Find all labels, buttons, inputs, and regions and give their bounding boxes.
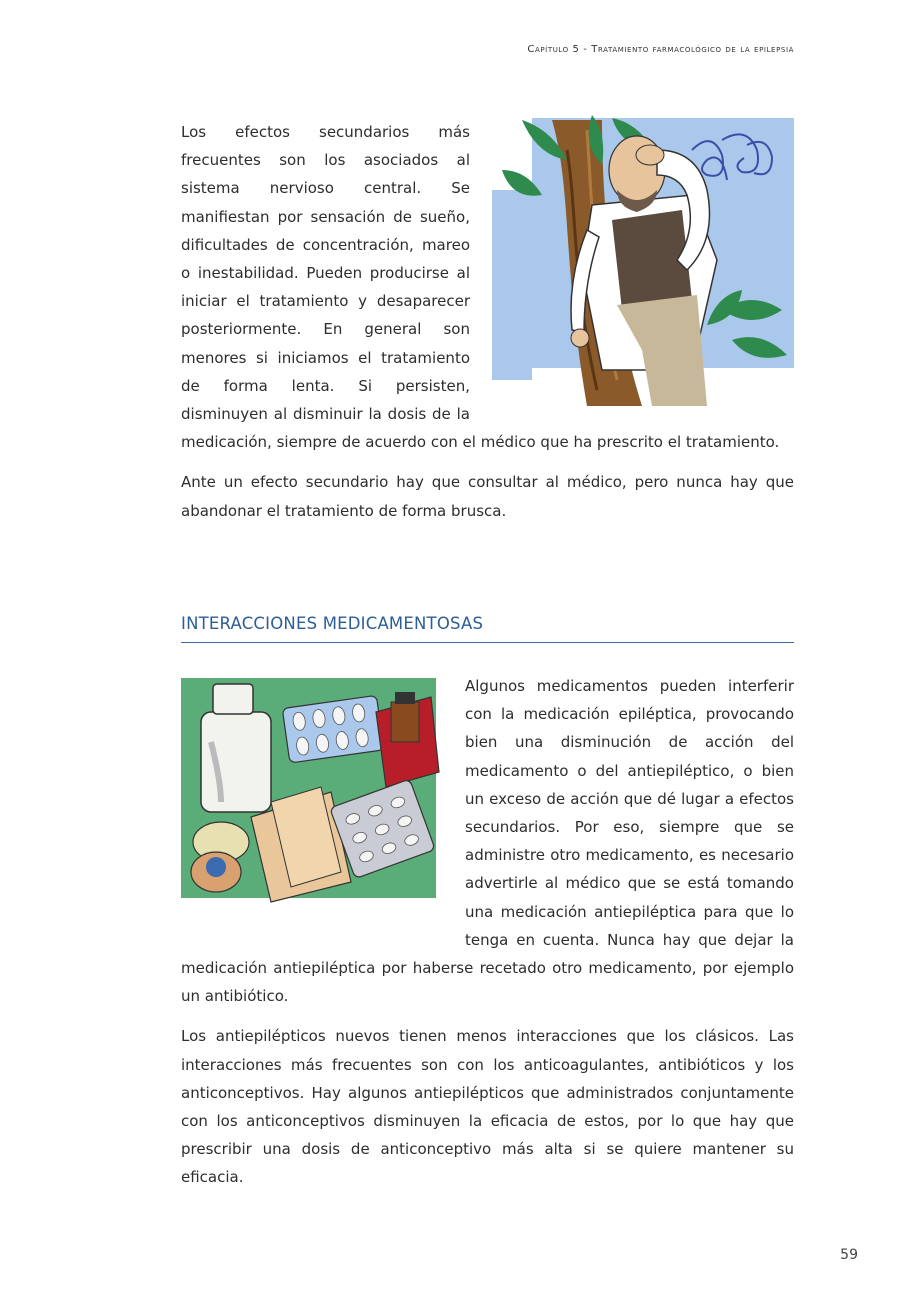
illustration-medications: [181, 672, 441, 922]
paragraph: Los antiepilépticos nuevos tienen menos interacciones que los clásicos. Las interacciones más frecuentes son con los anticoagulantes, antibióticos y los anticonceptivos. Hay algunos antiepilépticos que administrados conjuntamente con los anticonceptivos disminuyen la eficacia de estos, por lo que hay que prescribir una dosis de anticonceptivo más alta si se quiere mantener su eficacia.: [181, 1027, 794, 1187]
section-side-effects: [181, 118, 794, 537]
paragraph: Los efectos secundarios más frecuentes son los asociados al sistema nervioso central. Se manifiestan por sensación de sueño, dificultades de concentración, mareo o inestabilidad. Pueden producirse al iniciar el tratamiento y desaparecer posteriormente. En general son menores si iniciamos el tratamiento de forma lenta. Si persisten, disminuyen al disminuir la dosis de la medicación, siempre de acuerdo con el médico que ha prescrito el tratamiento.: [181, 123, 780, 452]
section-heading: INTERACCIONES MEDICAMENTOSAS: [181, 614, 794, 643]
section-interactions: [181, 672, 794, 1204]
paragraph: Ante un efecto secundario hay que consultar al médico, pero nunca hay que abandonar el tratamiento de forma brusca.: [181, 473, 794, 520]
illustration-dizzy-man: [492, 110, 794, 406]
page-number: 59: [840, 1247, 858, 1263]
running-head: Capítulo 5 - Tratamiento farmacológico de la epilepsia: [527, 44, 794, 55]
paragraph: Algunos medicamentos pueden interferir con la medicación epiléptica, provocando bien una disminución de acción del medicamento o del antiepiléptico, o bien un exceso de acción que dé lugar a efectos secundarios. Por eso, siempre que se administre otro medicamento, es necesario advertirle al médico que se está tomando una medicación antiepiléptica para que lo tenga en cuenta. Nunca hay que dejar la medicación antiepiléptica por haberse recetado otro medicamento, por ejemplo un antibiótico.: [181, 677, 794, 1006]
